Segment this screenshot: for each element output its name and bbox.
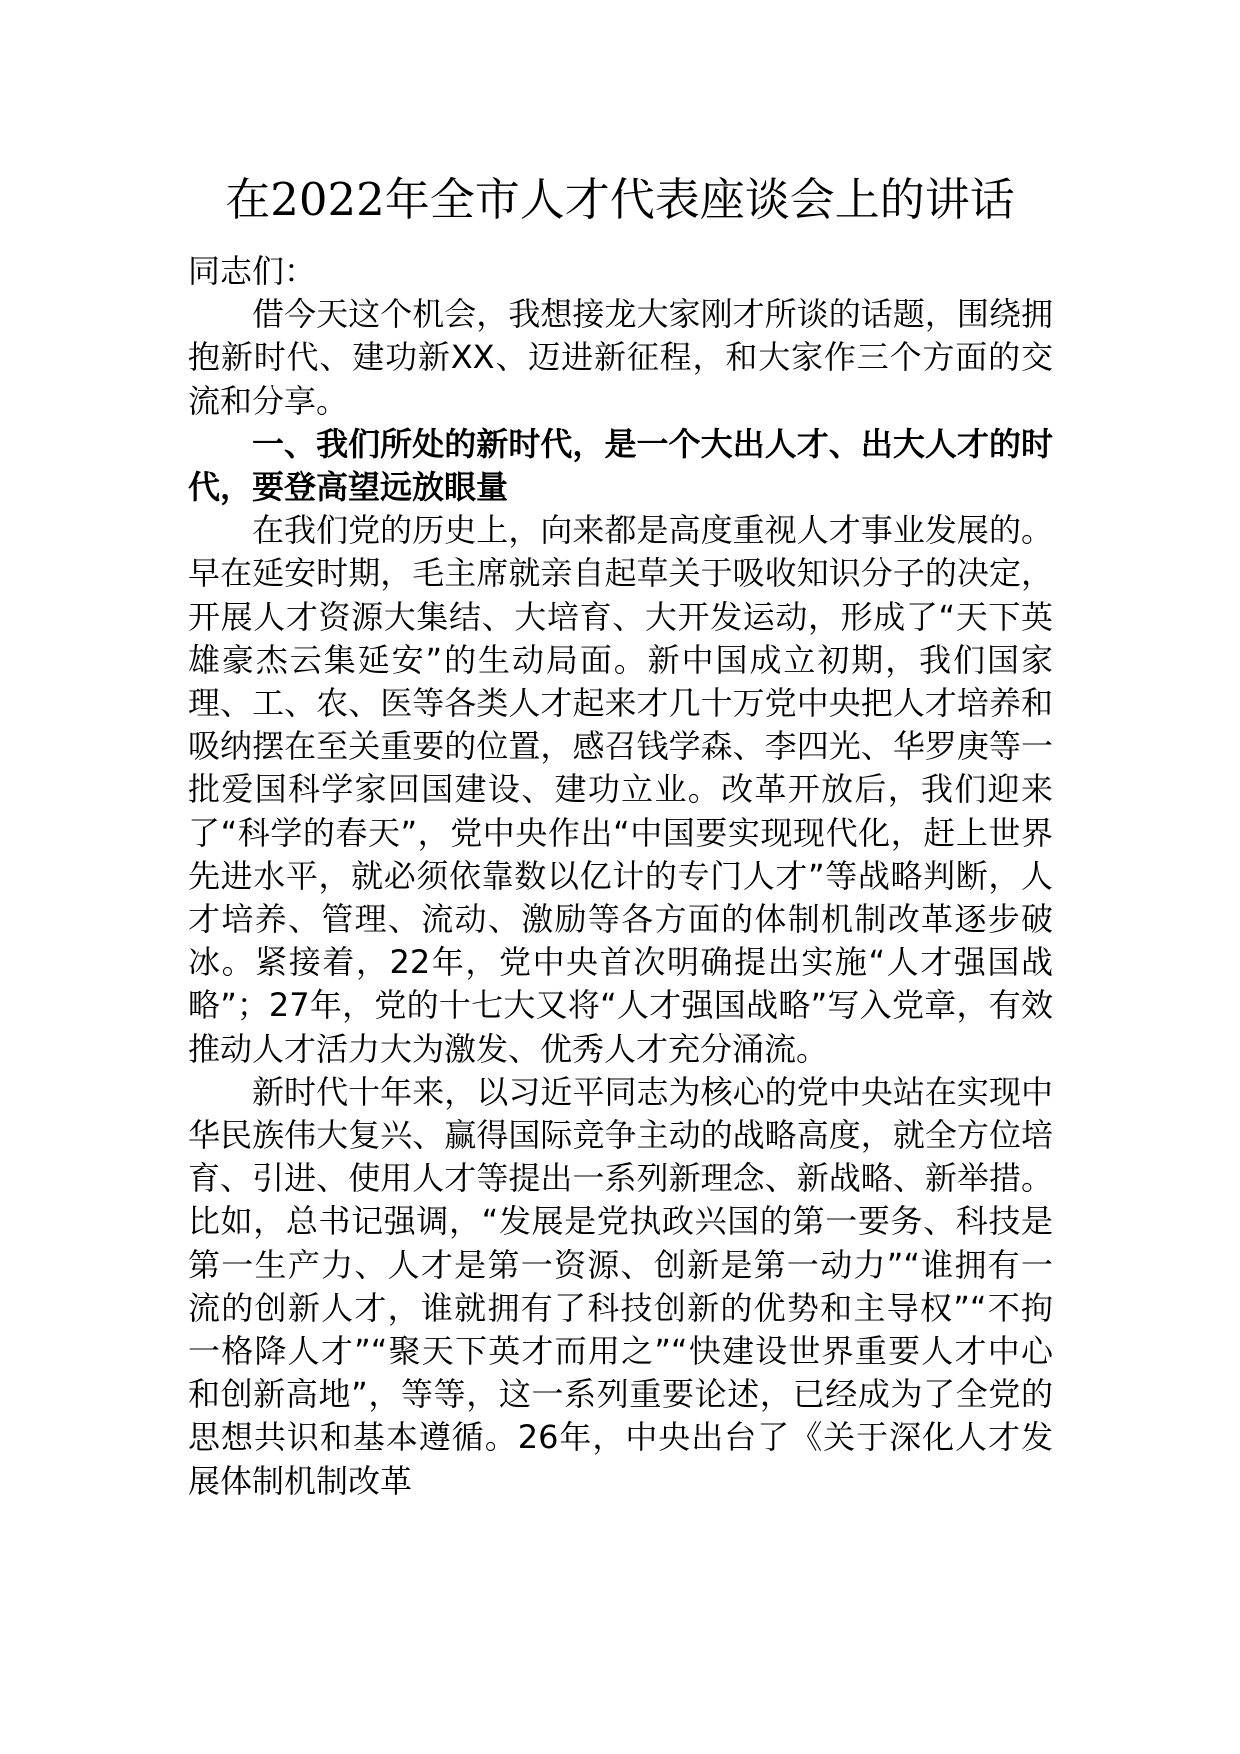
salutation: 同志们： bbox=[188, 252, 317, 290]
paragraph-new-era: 新时代十年来，以习近平同志为核心的党中央站在实现中华民族伟大复兴、赢得国际竞争主动的战略高度，就全方位培育、引进、使用人才等提出一系列新理念、新战略、新举措。比如，总书记强调，“发展是党执政兴国的第一要务、科技是第一生产力、人才是第一资源、创新是第一动力”“谁拥有一流的创新人才，谁就拥有了科技创新的优势和主导权”“不拘一格降人才”“聚天下英才而用之”“快建设世界重要人才中心和创新高地”，等等，这一系列重要论述，已经成为了全党的思想共识和基本遵循。26年，中央出台了《关于深化人才发展体制机制改革 bbox=[188, 1072, 1053, 1500]
section-heading-1: 一、我们所处的新时代，是一个大出人才、出大人才的时代，要登高望远放眼量 bbox=[188, 424, 1053, 507]
paragraph-intro: 借今天这个机会，我想接龙大家刚才所谈的话题，围绕拥抱新时代、建功新XX、迈进新征程，和大家作三个方面的交流和分享。 bbox=[188, 295, 1053, 420]
paragraph-history: 在我们党的历史上，向来都是高度重视人才事业发展的。早在延安时期，毛主席就亲自起草关于吸收知识分子的决定，开展人才资源大集结、大培育、大开发运动，形成了“天下英雄豪杰云集延安”的生动局面。新中国成立初期，我们国家理、工、农、医等各类人才起来才几十万党中央把人才培养和吸纳摆在至关重要的位置，感召钱学森、李四光、华罗庚等一批爱国科学家回国建设、建功立业。改革开放后，我们迎来了“科学的春天”，党中央作出“中国要实现现代化，赶上世界先进水平，就必须依靠数以亿计的专门人才”等战略判断，人才培养、管理、流动、激励等各方面的体制机制改革逐步破冰。紧接着，22年，党中央首次明确提出实施“人才强国战略”；27年，党的十七大又将“人才强国战略”写入党章，有效推动人才活力大为激发、优秀人才充分涌流。 bbox=[188, 511, 1053, 1068]
document-body bbox=[188, 250, 1053, 1503]
document-title: 在2022年全市人才代表座谈会上的讲话 bbox=[225, 173, 1015, 226]
